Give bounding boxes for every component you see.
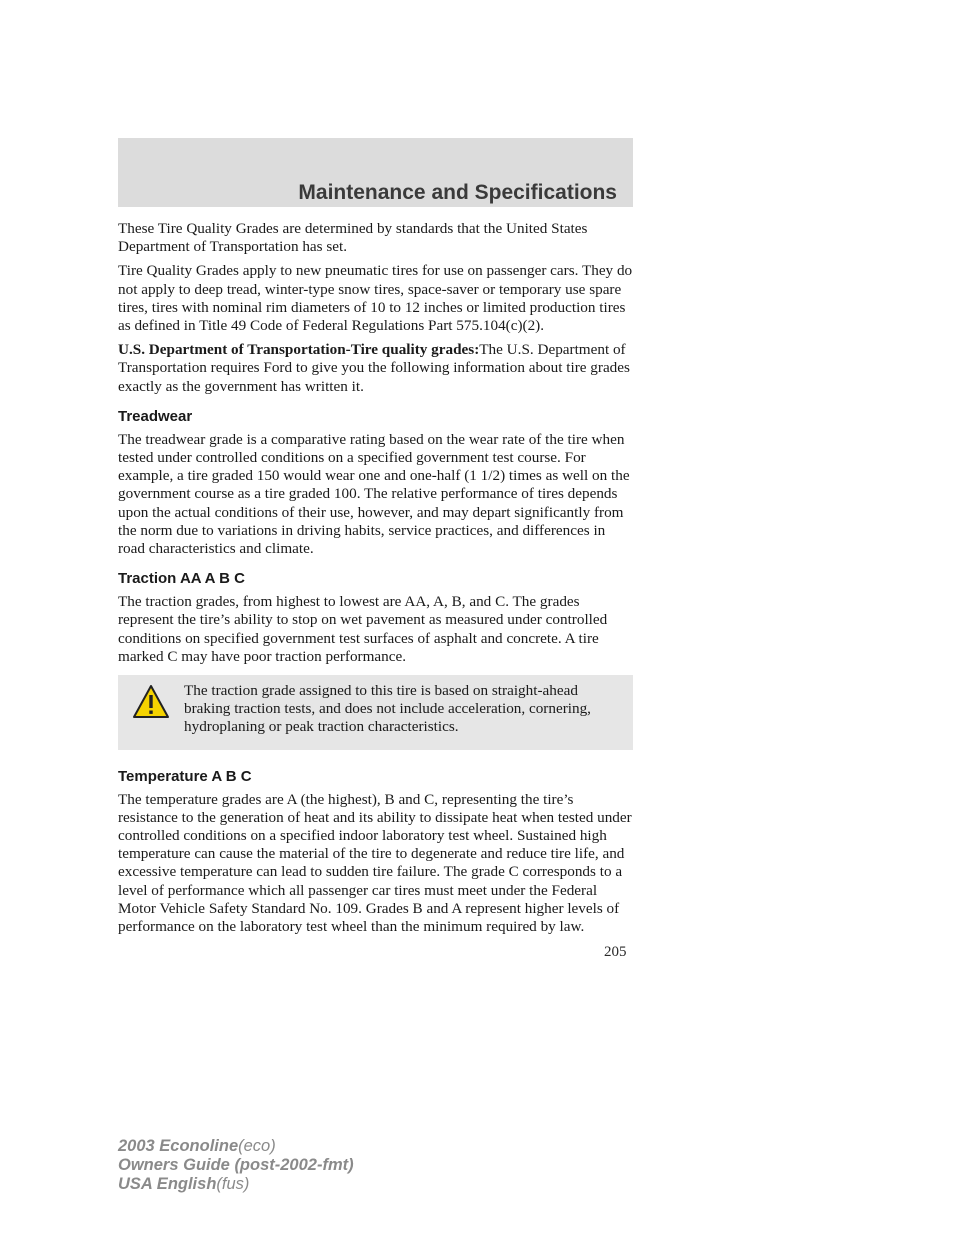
footer-language: USA English [118,1175,217,1193]
traction-paragraph: The traction grades, from highest to lowest are AA, A, B, and C. The grades represent the tire’s ability to stop on wet pavement as measured under controlled conditions on specified government test surfaces of asphalt and concrete. A tire marked C may have poor traction performance. [118,593,608,665]
traction-heading: Traction AA A B C [118,570,245,588]
footer-model-code: (eco) [238,1137,276,1155]
treadwear-paragraph: The treadwear grade is a comparative rating based on the wear rate of the tire when tested under controlled conditions on a specified government test course. For example, a tire graded 150 would wear one and one-half (1 1/2) times as well on the government course as a tire graded 100. The relative performance of tires depends upon the actual conditions of their use, however, and may depart significantly from the norm due to variations in driving habits, service practices, and differences in road characteristics and climate. [118,430,630,558]
intro-paragraph-1: These Tire Quality Grades are determined by standards that the United States Department of Transportation has set. [118,220,588,256]
footer-model: 2003 Econoline [118,1137,239,1155]
intro-paragraph-2: Tire Quality Grades apply to new pneumatic tires for use on passenger cars. They do not apply to deep tread, winter-type snow tires, space-saver or temporary use spare tires, tires with nominal rim diameters of 10 to 12 inches or limited production tires as defined in Title 49 Code of Federal Regulations Part 575.104(c)(2). [118,262,633,335]
temperature-heading: Temperature A B C [118,767,252,785]
warning-triangle-icon [132,684,170,720]
footer [118,1137,354,1194]
footer-line-2: Owners Guide (post-2002-fmt) [118,1156,354,1174]
footer-language-code: (fus) [216,1175,250,1193]
warning-box [118,675,633,750]
page-number: 205 [604,944,627,960]
section-title: Maintenance and Specifications [298,181,617,204]
treadwear-heading: Treadwear [118,407,193,425]
page-content [118,220,633,942]
header-band [118,138,633,207]
temperature-paragraph: The temperature grades are A (the highest), B and C, representing the tire’s resistance to the generation of heat and its ability to dissipate heat when tested under controlled conditions on a specified indoor laboratory test wheel. Sustained high temperature can cause the material of the tire to degenerate and reduce tire life, and excessive temperature can lead to sudden tire failure. The grade C corresponds to a level of performance which all passenger car tires must meet under the Federal Motor Vehicle Safety Standard No. 109. Grades B and A represent higher levels of performance on the laboratory test wheel than the minimum required by law. [118,790,632,936]
footer-line-3 [118,1175,354,1194]
warning-text: The traction grade assigned to this tire is based on straight-ahead braking traction tests, and does not include acceleration, cornering, hydroplaning or peak traction characteristics. [184,682,591,736]
footer-line-1 [118,1137,354,1156]
dot-grades-text: The U.S. Department of Transportation requires Ford to give you the following information about tire grades exactly as the government has written it. [118,341,630,395]
intro-paragraph-3 [118,341,633,396]
dot-grades-lead: U.S. Department of Transportation-Tire quality grades: [118,341,480,359]
